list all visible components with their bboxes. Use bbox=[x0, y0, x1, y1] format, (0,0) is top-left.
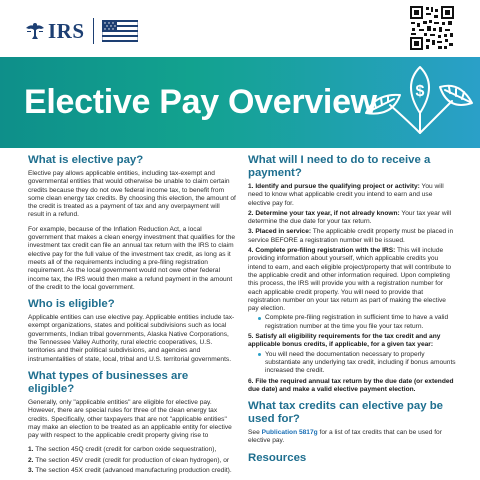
step-item: 5. Satisfy all eligibility requirements for the tax credit and any applicable bonus credits, if applicable, for a given tax year: You will need the documentation necessary to properly substantiate any underlying tax credit, including if bonus amounts increased the credit. bbox=[248, 333, 456, 375]
paragraph: Generally, only "applicable entities" are eligible for elective pay. However, there are special rules for three of the clean energy tax credits. Specifically, other taxpayers that are not "applicable entities" may make an election to be treated as an applicable entity for elective pay with respect to the applicable credit property giving rise to bbox=[28, 398, 232, 440]
leaf-icon bbox=[360, 59, 480, 147]
section-heading-receive-payment: What will I need to do to receive a payment? bbox=[248, 154, 431, 179]
paragraph: Applicable entities can use elective pay. Applicable entities include tax-exempt organizations, states and political subdivisions such as local governments, Indian tribal governments, Alaska Native Corporations, the Tennessee Valley Authority, rural electric cooperatives, U.S. territories and their political subdivisions, and agencies and instrumentalities of state, local, tribal and U.S. territorial governments. bbox=[28, 314, 235, 363]
publication-link[interactable]: Publication 5817g bbox=[261, 429, 318, 437]
header bbox=[0, 0, 480, 56]
paragraph: Elective pay allows applicable entities, including tax-exempt and governmental entities that would otherwise be unable to claim certain credits because they do not owe federal income tax, to benefit from some clean energy tax credits. By choosing this election, the amount of the credit is treated as a payment of tax and any overpayment will result in a refund. bbox=[28, 170, 236, 219]
paragraph: See Publication 5817g for a list of tax credits that can be used for elective pay. bbox=[248, 429, 442, 445]
irs-logo-text: IRS bbox=[48, 18, 85, 43]
section-heading-business-types: What types of businesses are eligible? bbox=[28, 369, 189, 395]
section-heading-who-eligible: Who is eligible? bbox=[28, 298, 115, 311]
irs-logo bbox=[24, 18, 138, 44]
step-item: 3. Placed in service: The applicable credit property must be placed in service BEFORE a registration number will be issued. bbox=[248, 228, 454, 244]
sub-item: You will need the documentation necessary to properly substantiate any underlying tax credit, including if bonus amounts increased the credit. bbox=[258, 351, 456, 376]
us-flag-icon bbox=[102, 20, 138, 42]
paragraph: For example, because of the Inflation Reduction Act, a local government that makes a clean energy investment that qualifies for the investment tax credit can file an annual tax return with the IRS to claim elective pay for the full value of the investment tax credit, as long as it meets all of the requirements including a pre-filing registration requirement. As the local government would not owe other federal income tax, the IRS would then make a refund payment in the amount of the credit to the local government. bbox=[28, 225, 236, 291]
title-banner bbox=[0, 57, 480, 148]
sub-item: Complete pre-filing registration in sufficient time to have a valid registration number at the time you file your tax return. bbox=[258, 314, 456, 331]
credit-sections-list bbox=[28, 446, 236, 475]
sub-list bbox=[258, 314, 456, 331]
step-item: 4. Complete pre-filing registration with the IRS: This will include providing information about yourself, which applicable credits you intend to earn, and each eligible project/property that will contribute to the applicable credit and other information required. Upon completing this process, the IRS will provide you with a registration number for each applicable credit property. You will need to provide that registration number on your tax return as part of making the elective pay election. Complete pre-filing registration in sufficient time to have a valid registration number at the time you file your tax return. bbox=[248, 247, 456, 331]
eagle-icon bbox=[24, 20, 46, 42]
list-item: 3. The section 45X credit (advanced manufacturing production credit). bbox=[28, 467, 232, 475]
dollar-leaf-icon: $ bbox=[415, 83, 425, 100]
section-heading-tax-credits: What tax credits can elective pay be used for? bbox=[248, 400, 443, 426]
qr-code-icon bbox=[409, 5, 455, 51]
section-heading-what-is: What is elective pay? bbox=[28, 154, 144, 166]
sub-list bbox=[258, 351, 456, 376]
list-item: 2. The section 45V credit (credit for production of clean hydrogen), or bbox=[28, 456, 230, 464]
logo-divider bbox=[93, 18, 94, 44]
left-column bbox=[28, 154, 236, 477]
section-heading-resources: Resources bbox=[248, 451, 307, 464]
right-column bbox=[248, 154, 456, 468]
step-item: 1. Identify and pursue the qualifying project or activity: You will need to know what applicable credit you intend to earn and use elective pay for. bbox=[248, 183, 444, 207]
page-title: Elective Pay Overview bbox=[24, 83, 377, 121]
steps-list bbox=[248, 183, 456, 394]
step-item: 2. Determine your tax year, if not already known: Your tax year will determine the due date for your tax return. bbox=[248, 209, 452, 226]
step-item: 6. File the required annual tax return by the due date (or extended due date) and make a valid elective payment election. bbox=[248, 377, 454, 393]
content-area bbox=[0, 148, 480, 480]
list-item: 1. The section 45Q credit (credit for carbon oxide sequestration), bbox=[28, 446, 217, 454]
